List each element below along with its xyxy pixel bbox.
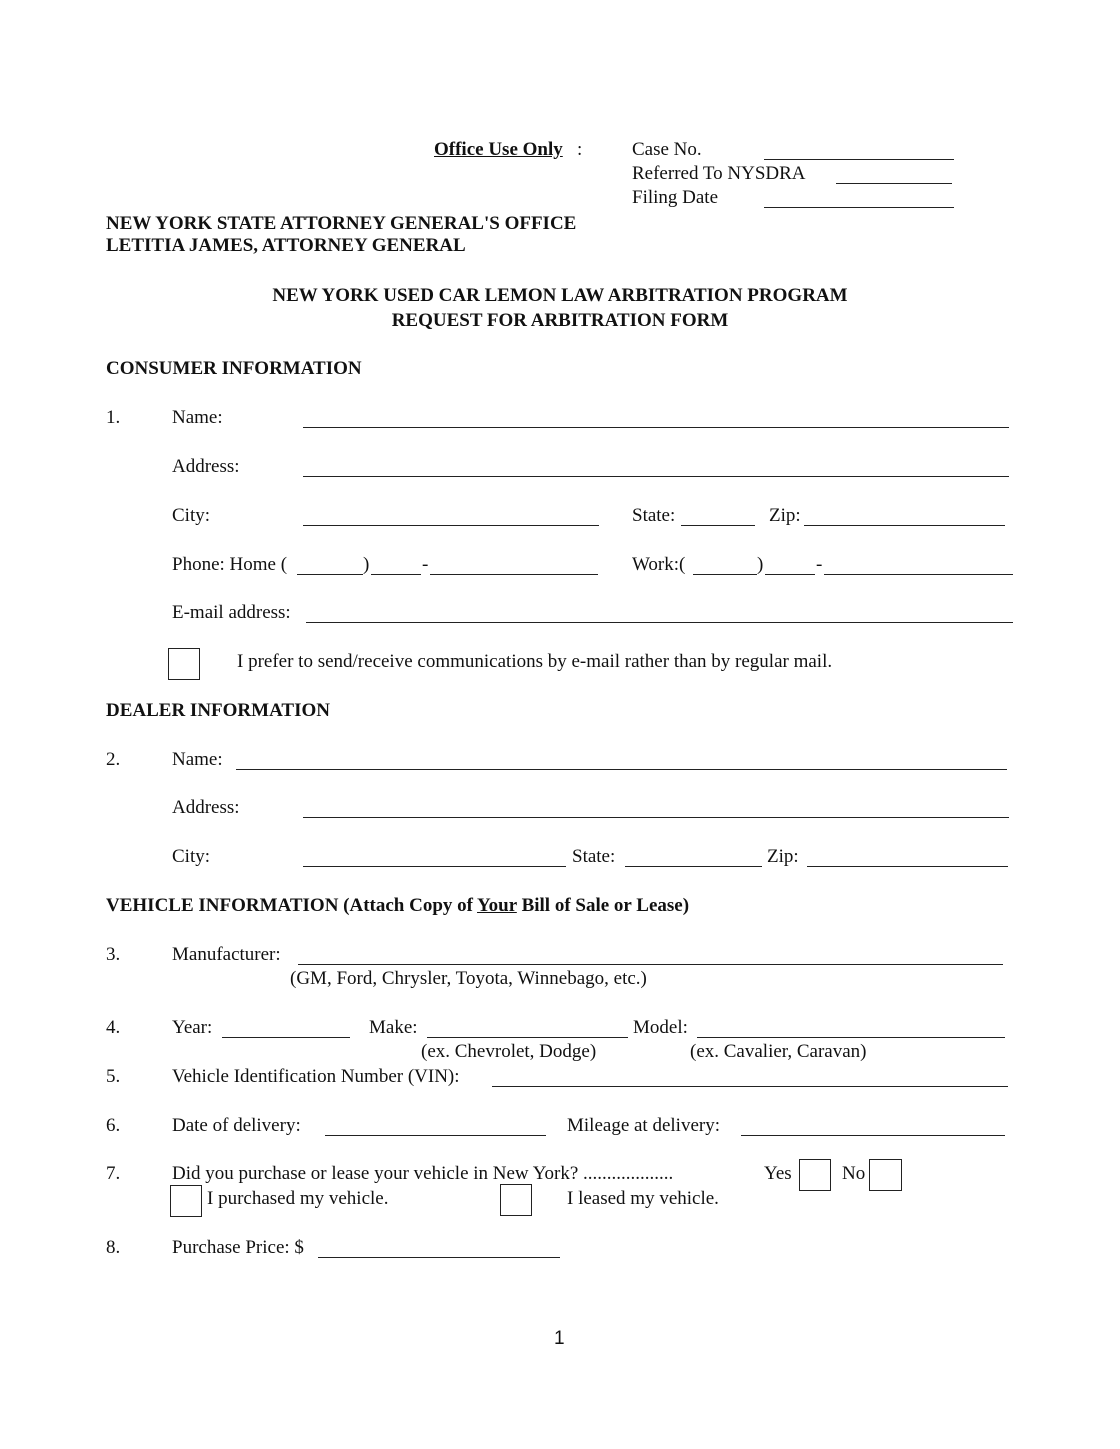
dealer-name-field[interactable]	[236, 769, 1007, 770]
referred-label: Referred To NYSDRA	[632, 163, 806, 184]
attorney-general-name: LETITIA JAMES, ATTORNEY GENERAL	[106, 235, 466, 256]
item-number: 3.	[106, 944, 121, 965]
email-field[interactable]	[306, 622, 1013, 623]
email-preference-checkbox[interactable]	[168, 648, 200, 680]
item-number: 1.	[106, 407, 121, 428]
consumer-city-label: City:	[172, 505, 211, 526]
consumer-heading: CONSUMER INFORMATION	[106, 358, 362, 379]
consumer-address-field[interactable]	[303, 476, 1009, 477]
make-field[interactable]	[427, 1037, 628, 1038]
page-number: 1	[554, 1328, 565, 1349]
model-examples: (ex. Cavalier, Caravan)	[690, 1041, 867, 1062]
case-no-field[interactable]	[764, 159, 954, 160]
mileage-field[interactable]	[741, 1135, 1005, 1136]
vehicle-heading-suffix: Bill of Sale or Lease)	[516, 895, 690, 916]
dash: -	[422, 554, 429, 575]
leased-checkbox[interactable]	[500, 1184, 532, 1216]
email-label: E-mail address:	[172, 602, 291, 623]
consumer-state-field[interactable]	[681, 525, 755, 526]
referred-field[interactable]	[836, 183, 952, 184]
purchased-label: I purchased my vehicle.	[207, 1188, 389, 1209]
delivery-date-label: Date of delivery:	[172, 1115, 301, 1136]
dealer-name-label: Name:	[172, 749, 223, 770]
paren-close: )	[757, 554, 764, 575]
vehicle-heading	[106, 895, 689, 917]
item-number: 5.	[106, 1066, 121, 1087]
form-title: REQUEST FOR ARBITRATION FORM	[391, 310, 729, 331]
make-label: Make:	[369, 1017, 418, 1038]
consumer-state-label: State:	[632, 505, 676, 526]
dealer-state-field[interactable]	[625, 866, 762, 867]
office-title: NEW YORK STATE ATTORNEY GENERAL'S OFFICE	[106, 213, 577, 234]
email-preference-label: I prefer to send/receive communications by e-mail rather than by regular mail.	[237, 651, 833, 672]
no-checkbox[interactable]	[869, 1159, 902, 1191]
phone-home-area-field[interactable]	[297, 574, 363, 575]
manufacturer-label: Manufacturer:	[172, 944, 281, 965]
consumer-name-field[interactable]	[303, 427, 1009, 428]
consumer-address-label: Address:	[172, 456, 240, 477]
dash: -	[816, 554, 823, 575]
vehicle-heading-prefix: VEHICLE INFORMATION (Attach Copy of	[106, 895, 478, 916]
item-number: 7.	[106, 1163, 121, 1184]
filing-date-field[interactable]	[764, 207, 954, 208]
paren-close: )	[363, 554, 370, 575]
purchase-price-field[interactable]	[318, 1257, 560, 1258]
vin-label: Vehicle Identification Number (VIN):	[172, 1066, 460, 1087]
consumer-name-label: Name:	[172, 407, 223, 428]
item-number: 6.	[106, 1115, 121, 1136]
phone-work-number-field[interactable]	[824, 574, 1013, 575]
office-use-colon: :	[577, 139, 583, 160]
no-label: No	[842, 1163, 866, 1184]
case-no-label: Case No.	[632, 139, 702, 160]
year-label: Year:	[172, 1017, 213, 1038]
program-title: NEW YORK USED CAR LEMON LAW ARBITRATION PROGRAM	[272, 285, 848, 306]
phone-work-prefix-field[interactable]	[765, 574, 815, 575]
yes-label: Yes	[764, 1163, 792, 1184]
vehicle-heading-your: Your	[477, 895, 517, 916]
dealer-city-label: City:	[172, 846, 211, 867]
leased-label: I leased my vehicle.	[567, 1188, 719, 1209]
make-examples: (ex. Chevrolet, Dodge)	[421, 1041, 597, 1062]
dealer-address-field[interactable]	[303, 817, 1009, 818]
dealer-zip-label: Zip:	[767, 846, 799, 867]
manufacturer-field[interactable]	[298, 964, 1003, 965]
ny-purchase-question: Did you purchase or lease your vehicle in New York? ...................	[172, 1163, 674, 1184]
phone-home-label: Phone: Home (	[172, 554, 288, 575]
manufacturer-examples: (GM, Ford, Chrysler, Toyota, Winnebago, etc.)	[290, 968, 647, 989]
vin-field[interactable]	[492, 1086, 1008, 1087]
delivery-date-field[interactable]	[325, 1135, 546, 1136]
dealer-state-label: State:	[572, 846, 616, 867]
model-label: Model:	[633, 1017, 688, 1038]
dealer-heading: DEALER INFORMATION	[106, 700, 330, 721]
consumer-zip-field[interactable]	[804, 525, 1005, 526]
dealer-address-label: Address:	[172, 797, 240, 818]
filing-date-label: Filing Date	[632, 187, 719, 208]
yes-checkbox[interactable]	[799, 1159, 831, 1191]
consumer-city-field[interactable]	[303, 525, 599, 526]
dealer-city-field[interactable]	[303, 866, 566, 867]
purchase-price-label: Purchase Price: $	[172, 1237, 304, 1258]
phone-work-label: Work:(	[632, 554, 686, 575]
office-use-label: Office Use Only	[434, 139, 563, 160]
mileage-label: Mileage at delivery:	[567, 1115, 720, 1136]
model-field[interactable]	[697, 1037, 1005, 1038]
phone-work-area-field[interactable]	[693, 574, 757, 575]
phone-home-number-field[interactable]	[430, 574, 598, 575]
year-field[interactable]	[222, 1037, 350, 1038]
item-number: 4.	[106, 1017, 121, 1038]
item-number: 8.	[106, 1237, 121, 1258]
purchased-checkbox[interactable]	[170, 1185, 202, 1217]
item-number: 2.	[106, 749, 121, 770]
phone-home-prefix-field[interactable]	[371, 574, 421, 575]
dealer-zip-field[interactable]	[807, 866, 1008, 867]
consumer-zip-label: Zip:	[769, 505, 801, 526]
